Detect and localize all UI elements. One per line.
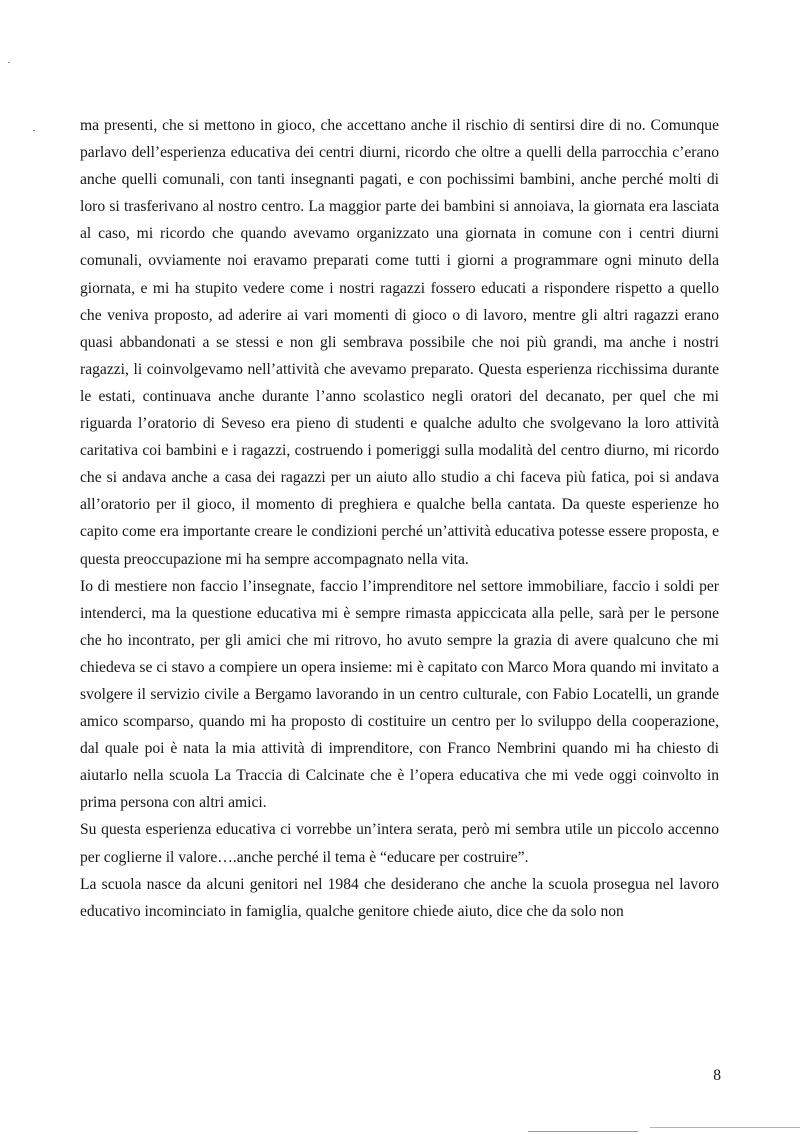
- page-number: 8: [713, 1067, 721, 1084]
- paragraph: La scuola nasce da alcuni genitori nel 1984 che desiderano che anche la scuola prosegua nel lavoro educativo incominciato in famiglia, qualche genitore chiede aiuto, dice che da solo non: [80, 875, 719, 920]
- scan-edge-line: [650, 1127, 800, 1128]
- paragraph: Io di mestiere non faccio l’insegnate, faccio l’imprenditore nel settore immobiliare, faccio i soldi per intenderci, ma la questione educativa mi è sempre rimasta appiccicata alla pelle, sarà per le persone che ho incontrato, per gli amici che mi ritrovo, ho avuto sempre la grazia di avere qualcuno che mi chiedeva se ci stavo a compiere un opera insieme: mi è capitato con Marco Mora quando mi invitato a svolgere il servizio civile a Bergamo lavorando in un centro culturale, con Fabio Locatelli, un grande amico scomparso, quando mi ha proposto di costituire un centro per lo sviluppo della cooperazione, dal quale poi è nata la mia attività di imprenditore, con Franco Nembrini quando mi ha chiesto di aiutarlo nella scuola La Traccia di Calcinate che è l’opera educativa che mi vede oggi coinvolto in prima persona con altri amici.: [80, 577, 719, 812]
- paragraph: ma presenti, che si mettono in gioco, che accettano anche il rischio di sentirsi dire di no. Comunque parlavo dell’esperienza educativa dei centri diurni, ricordo che oltre a quelli della parrocchia c’erano anche quelli comunali, con tanti insegnanti pagati, e con pochissimi bambini, anche perché molti di loro si trasferivano al nostro centro. La maggior parte dei bambini si annoiava, la giornata era lasciata al caso, mi ricordo che quando avevamo organizzato una giornata in comune con i centri diurni comunali, ovviamente noi eravamo preparati come tutti i giorni a programmare ogni minuto della giornata, e mi ha stupito vedere come i nostri ragazzi fossero educati a rispondere rispetto a quello che veniva proposto, ad aderire ai vari momenti di gioco o di lavoro, mentre gli altri ragazzi erano quasi abbandonati a se stessi e non gli sembrava possibile che noi più grandi, ma anche i nostri ragazzi, li coinvolgevamo nell’attività che avevamo preparato. Questa esperienza ricchissima durante le estati, continuava anche durante l’anno scolastico negli oratori del decanato, per quel che mi riguarda l’oratorio di Seveso era pieno di studenti e qualche adulto che svolgevano la loro attività caritativa coi bambini e i ragazzi, costruendo i pomeriggi sulla modalità del centro diurno, mi ricordo che si andava anche a casa dei ragazzi per un aiuto allo studio a chi faceva più fatica, poi si andava all’oratorio per il gioco, il momento di preghiera e qualche bella cantata. Da queste esperienze ho capito come era importante creare le condizioni perché un’attività educativa potesse essere proposta, e questa preoccupazione mi ha sempre accompagnato nella vita.: [80, 117, 719, 568]
- scan-speck: [8, 62, 10, 63]
- scan-edge-line: [528, 1131, 638, 1132]
- body-text: [80, 112, 719, 925]
- scan-speck: [33, 130, 35, 131]
- paragraph: Su questa esperienza educativa ci vorrebbe un’intera serata, però mi sembra utile un piccolo accenno per coglierne il valore….anche perché il tema è “educare per costruire”.: [80, 821, 719, 866]
